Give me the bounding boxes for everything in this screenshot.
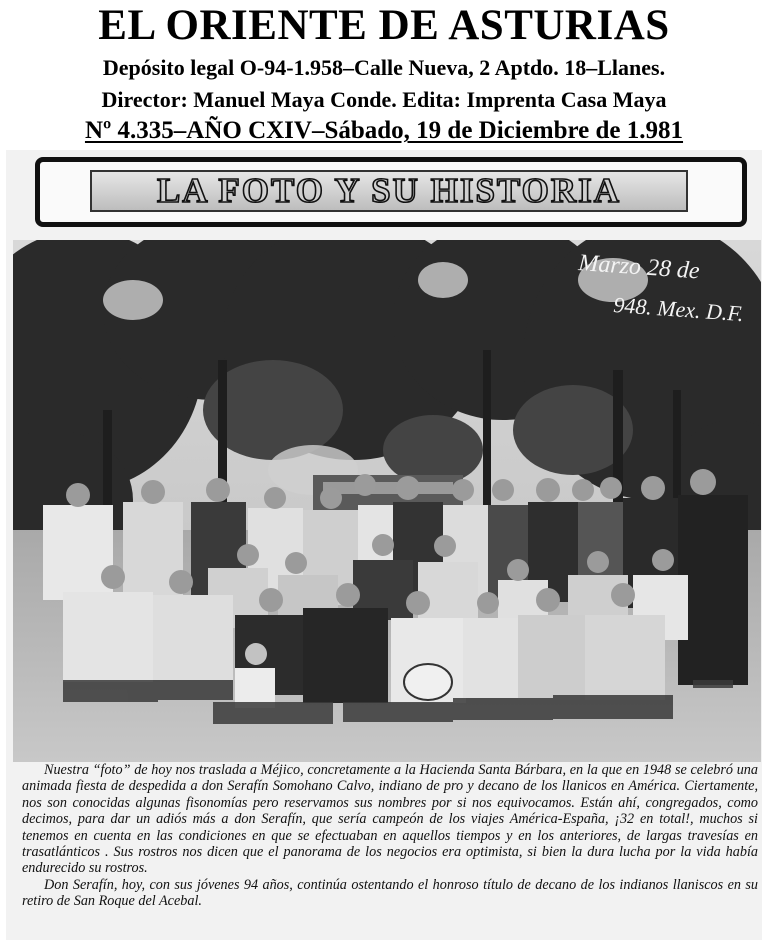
group-photograph (13, 240, 761, 762)
director-line: Director: Manuel Maya Conde. Edita: Imprenta Casa Maya (101, 87, 667, 112)
legal-deposit-line: Depósito legal O-94-1.958–Calle Nueva, 2 Aptdo. 18–Llanes. (102, 55, 666, 80)
caption-paragraph: Don Serafín, hoy, con sus jóvenes 94 años, continúa ostentando el honroso título de decano de los indianos llaniscos en su retiro de San Roque del Acebal. (22, 876, 758, 910)
issue-date-line: Nº 4.335–AÑO CXIV–Sábado, 19 de Diciembre de 1.981 (84, 117, 684, 144)
section-banner-title: LA FOTO Y SU HISTORIA (156, 171, 622, 210)
photo-illustration (13, 240, 761, 762)
photo-handwriting-place: 948. Mex. D.F. (612, 292, 745, 327)
photo-caption (22, 762, 758, 910)
photo-handwriting-date: Marzo 28 de (577, 250, 701, 285)
caption-paragraph: Nuestra “foto” de hoy nos traslada a Méjico, concretamente a la Hacienda Santa Bárbara, en la que en 1948 se celebró una animada fiesta de despedida a don Serafín Somohano Calvo, indiano de pro y decano de los llanicos en América. Ciertamente, nos son conocidas algunas fisonomías pero reservamos sus nombres por si nos equivocamos. Están ahí, congregados, como decimos, para dar un adiós más a don Serafín, que sería campeón de los viajes América-España, ¡32 en total!, muchos si tenemos en cuenta en las condiciones en que se efectuaban en aquellos tiempos y en los anteriores, de largas travesías en trasatlánticos . Sus rostros nos dicen que el panorama de los negocios era optimista, si bien la dura lucha por la vida había endurecido su rostros. (22, 762, 758, 877)
newspaper-title: EL ORIENTE DE ASTURIAS (98, 2, 670, 49)
